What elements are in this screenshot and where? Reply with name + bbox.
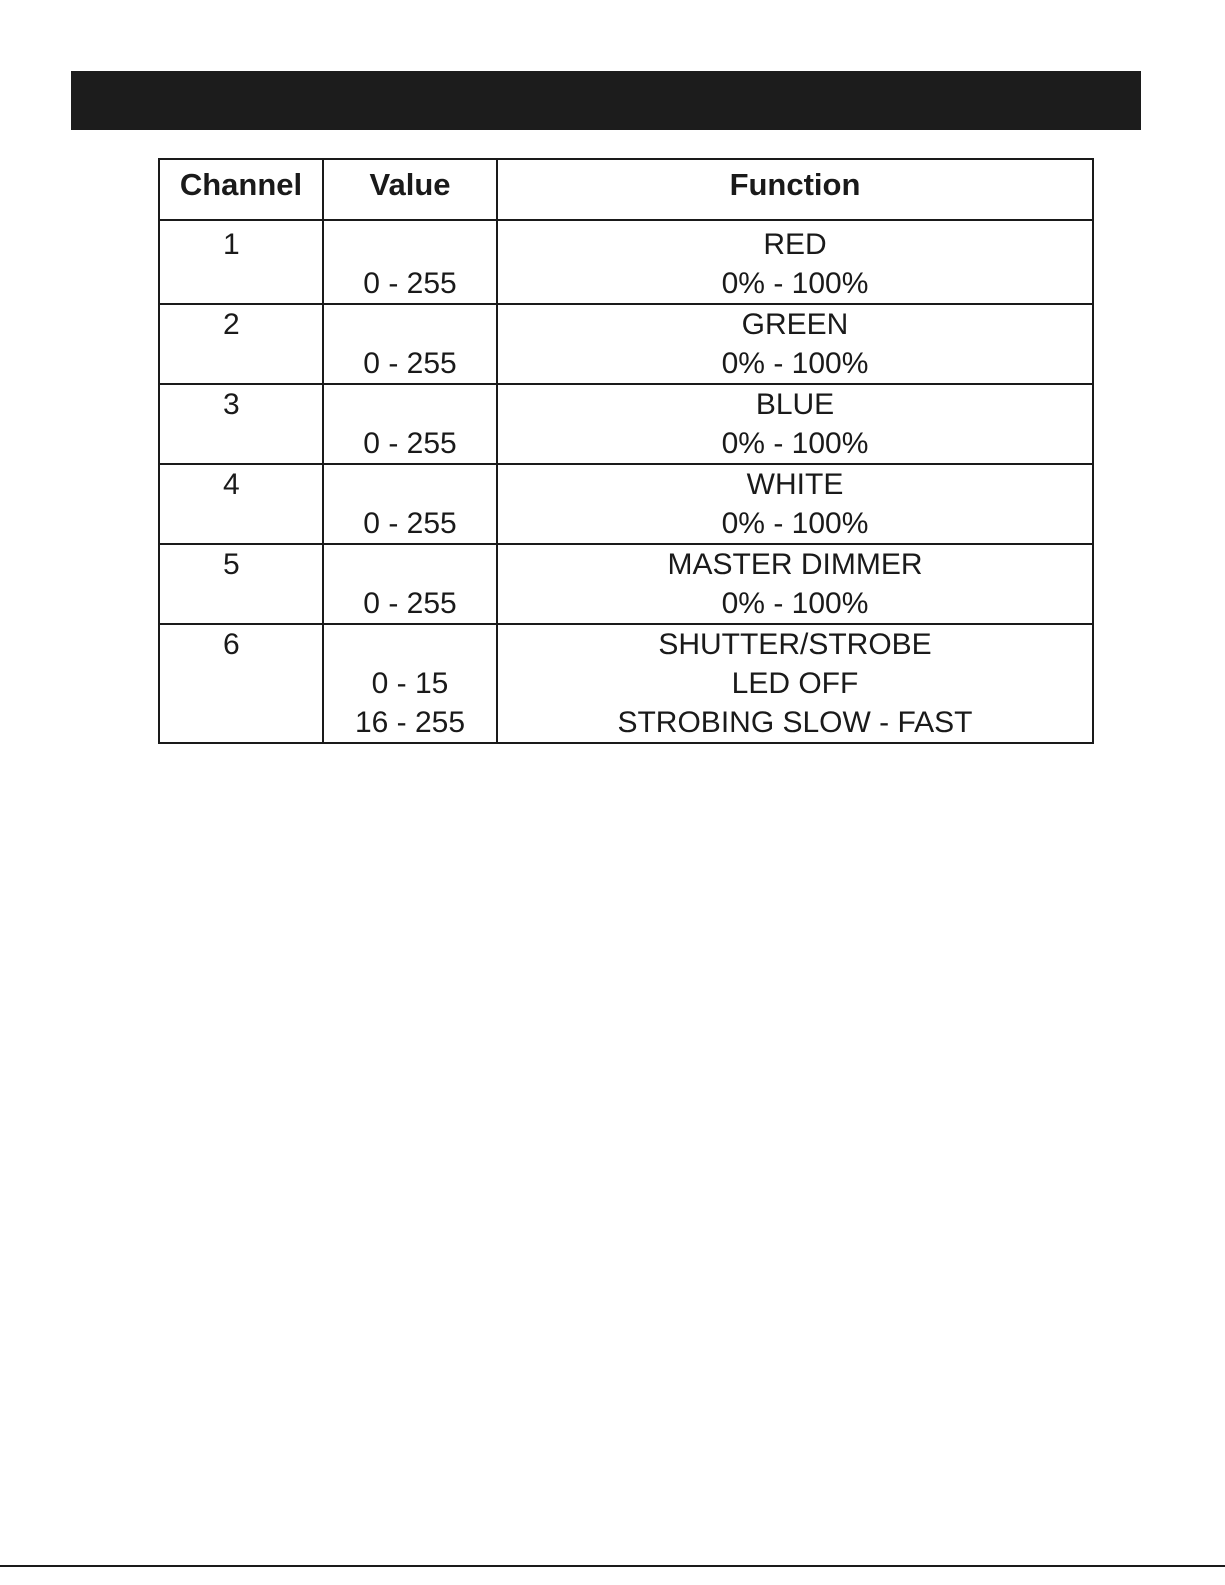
function-cell [497,220,1093,304]
table-row [159,544,1093,624]
channel-number: 5 [223,548,240,581]
function-name: SHUTTER/STROBE [658,628,932,661]
channel-number: 1 [223,228,240,261]
value-cell [323,304,497,384]
function-range: 0% - 100% [721,587,869,620]
value-cell [323,464,497,544]
function-name: RED [763,228,827,261]
bottom-rule [0,1565,1225,1567]
channel-number: 6 [223,628,240,661]
value-range: 0 - 255 [363,587,457,620]
value-cell [323,624,497,743]
table-row [159,304,1093,384]
value-range: 0 - 15 [371,667,449,700]
header-value: Value [323,159,497,220]
function-cell [497,384,1093,464]
function-cell [497,304,1093,384]
header-function: Function [497,159,1093,220]
channel-cell [159,220,323,304]
channel-number: 2 [223,308,240,341]
value-cell [323,384,497,464]
function-cell [497,544,1093,624]
function-name: MASTER DIMMER [667,548,923,581]
function-range: 0% - 100% [721,507,869,540]
channel-number: 3 [223,388,240,421]
function-cell [497,624,1093,743]
function-range: 0% - 100% [721,427,869,460]
value-range: 0 - 255 [363,267,457,300]
function-name: GREEN [741,308,849,341]
function-range: STROBING SLOW - FAST [617,706,973,739]
header-bar [71,71,1141,130]
function-range: LED OFF [731,667,859,700]
channel-number: 4 [223,468,240,501]
value-range: 0 - 255 [363,347,457,380]
function-name: WHITE [746,468,844,501]
value-range: 16 - 255 [354,706,466,739]
channel-cell [159,544,323,624]
function-name: BLUE [755,388,835,421]
channel-cell [159,464,323,544]
dmx-channel-table [158,158,1094,744]
value-cell [323,220,497,304]
value-cell [323,544,497,624]
channel-cell [159,304,323,384]
table-row [159,624,1093,743]
function-range: 0% - 100% [721,267,869,300]
channel-cell [159,624,323,743]
table-row [159,464,1093,544]
table-row [159,220,1093,304]
table-row [159,384,1093,464]
value-range: 0 - 255 [363,427,457,460]
function-cell [497,464,1093,544]
channel-cell [159,384,323,464]
function-range: 0% - 100% [721,347,869,380]
table-header-row [159,159,1093,220]
value-range: 0 - 255 [363,507,457,540]
header-channel: Channel [159,159,323,220]
